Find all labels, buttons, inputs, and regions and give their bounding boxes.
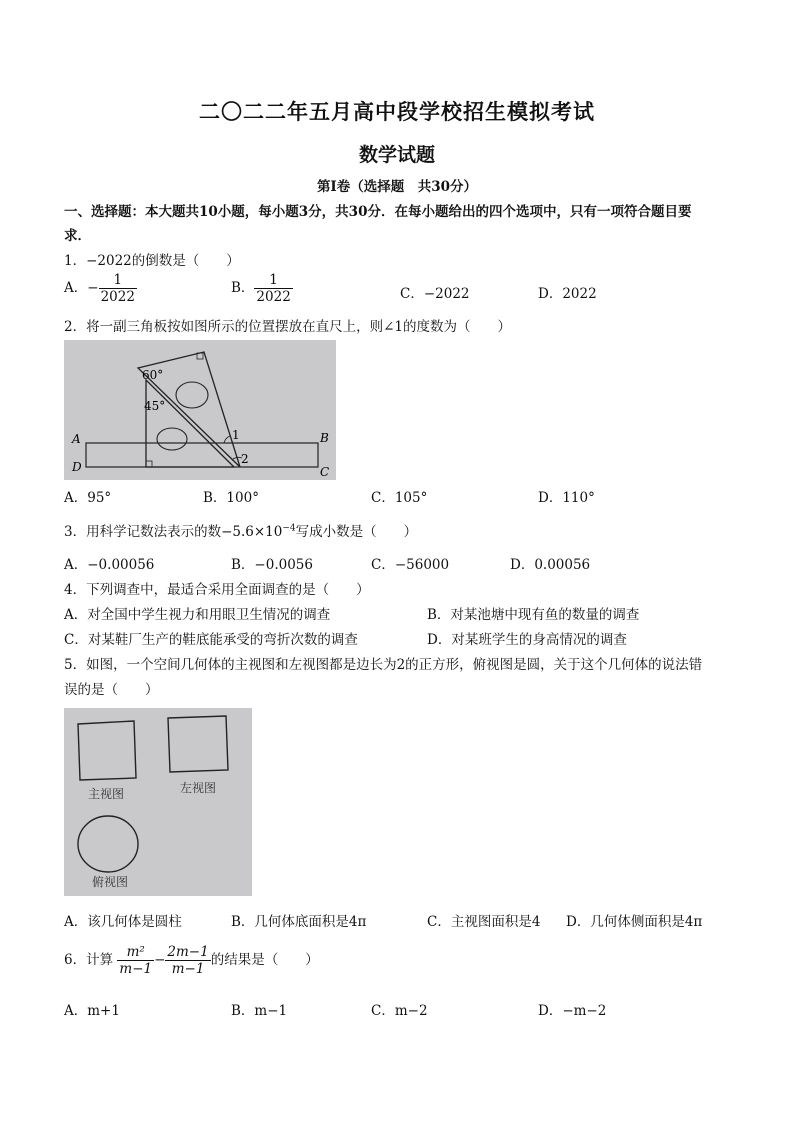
q6-option-d: D．−m−2 — [538, 1003, 607, 1019]
top-view-label: 俯视图 — [92, 875, 129, 889]
q2-figure — [64, 340, 336, 480]
q5-option-d: D．几何体侧面积是4π — [566, 914, 703, 930]
section-instruction-line2: 求． — [64, 228, 91, 244]
q5-option-a: A．该几何体是圆柱 — [64, 914, 182, 930]
q2-option-c: C．105° — [371, 490, 428, 506]
label-D: D — [72, 460, 82, 474]
fraction-denominator: 2022 — [100, 289, 135, 305]
front-view-square — [78, 721, 136, 780]
q6-option-a: A．m+1 — [64, 1003, 120, 1019]
top-view-circle — [78, 816, 138, 872]
q1-option-a-fraction — [99, 272, 137, 305]
q1-option-b-fraction — [254, 272, 292, 305]
label-60: 60° — [142, 368, 164, 382]
exam-subtitle: 数学试题 — [358, 144, 435, 166]
left-view-label: 左视图 — [180, 781, 217, 795]
q6-minus: − — [154, 952, 166, 968]
q3-stem-pre: 3．用科学记数法表示的数−5.6×10 — [64, 524, 283, 540]
fraction-denominator: m−1 — [119, 961, 153, 977]
q3-option-b: B．−0.0056 — [231, 557, 313, 573]
q6-stem — [64, 944, 319, 977]
q4-option-c: C．对某鞋厂生产的鞋底能承受的弯折次数的调查 — [64, 632, 358, 648]
q6-option-c: C．m−2 — [371, 1003, 428, 1019]
q1-stem: 1．−2022的倒数是（ ） — [64, 253, 240, 269]
fraction-numerator: 1 — [269, 272, 278, 288]
q4-stem: 4．下列调查中，最适合采用全面调查的是（ ） — [64, 582, 370, 598]
q5-stem-line1: 5．如图，一个空间几何体的主视图和左视图都是边长为2的正方形，俯视图是圆，关于这个几何体的说法错 — [64, 657, 703, 673]
exam-title: 二〇二二年五月高中段学校招生模拟考试 — [199, 99, 595, 124]
triangle-hole-2 — [157, 428, 187, 450]
front-view-label: 主视图 — [88, 787, 125, 801]
q1-option-c: C．−2022 — [400, 286, 470, 302]
q1-option-b-label: B． — [231, 280, 255, 296]
q6-option-b: B．m−1 — [231, 1003, 288, 1019]
triangle-hole — [176, 382, 208, 408]
q5-option-b: B．几何体底面积是4π — [231, 914, 367, 930]
q3-stem — [64, 520, 417, 540]
triangle-45 — [146, 380, 234, 467]
q2-figure-svg — [64, 340, 336, 480]
q2-stem: 2．将一副三角板按如图所示的位置摆放在直尺上，则∠1的度数为（ ） — [64, 319, 511, 335]
fraction-numerator: m² — [126, 944, 145, 960]
q6-stem-pre: 6．计算 — [64, 952, 114, 968]
angle-1-arc — [224, 436, 230, 443]
q1-option-a — [64, 272, 137, 305]
q1-option-b — [231, 272, 293, 305]
fraction-numerator: 2m−1 — [167, 944, 209, 960]
ruler — [86, 443, 318, 467]
left-view-square — [168, 716, 228, 772]
fraction-denominator: m−1 — [165, 960, 210, 977]
label-A: A — [72, 432, 81, 446]
q4-option-a: A．对全国中学生视力和用眼卫生情况的调查 — [64, 607, 331, 623]
q1-option-d: D．2022 — [538, 286, 597, 302]
q3-exponent: −4 — [282, 523, 296, 534]
q6-fraction-1 — [117, 944, 154, 977]
q6-fraction-2 — [165, 944, 210, 977]
q2-option-d: D．110° — [538, 490, 595, 506]
q3-option-a: A．−0.00056 — [64, 557, 155, 573]
label-2: 2 — [241, 452, 249, 466]
q3-stem-post: 写成小数是（ ） — [295, 524, 418, 540]
section-instruction-line1: 一、选择题：本大题共10小题，每小题3分，共30分．在每小题给出的四个选项中，只有一项符合题目要 — [64, 204, 692, 220]
q5-figure — [64, 708, 252, 896]
label-B: B — [320, 431, 329, 445]
q4-option-d: D．对某班学生的身高情况的调查 — [427, 632, 627, 648]
q5-option-c: C．主视图面积是4 — [427, 914, 541, 930]
q2-option-a: A．95° — [64, 490, 112, 506]
label-45: 45° — [144, 399, 166, 413]
q2-option-b: B．100° — [203, 490, 259, 506]
q3-option-d: D．0.00056 — [510, 557, 591, 573]
q3-option-c: C．−56000 — [371, 557, 450, 573]
q5-figure-svg — [64, 708, 252, 896]
q1-option-a-label: A．− — [64, 280, 99, 296]
label-1: 1 — [232, 428, 240, 442]
right-angle-mark-2 — [146, 461, 152, 467]
fraction-denominator: 2022 — [256, 289, 291, 305]
q5-stem-line2: 误的是（ ） — [64, 682, 159, 698]
q4-option-b: B．对某池塘中现有鱼的数量的调查 — [427, 607, 640, 623]
part-title: 第Ⅰ卷（选择题 共30分） — [316, 179, 478, 195]
label-C: C — [320, 465, 330, 479]
q6-stem-post: 的结果是（ ） — [210, 952, 319, 968]
fraction-numerator: 1 — [113, 272, 123, 288]
